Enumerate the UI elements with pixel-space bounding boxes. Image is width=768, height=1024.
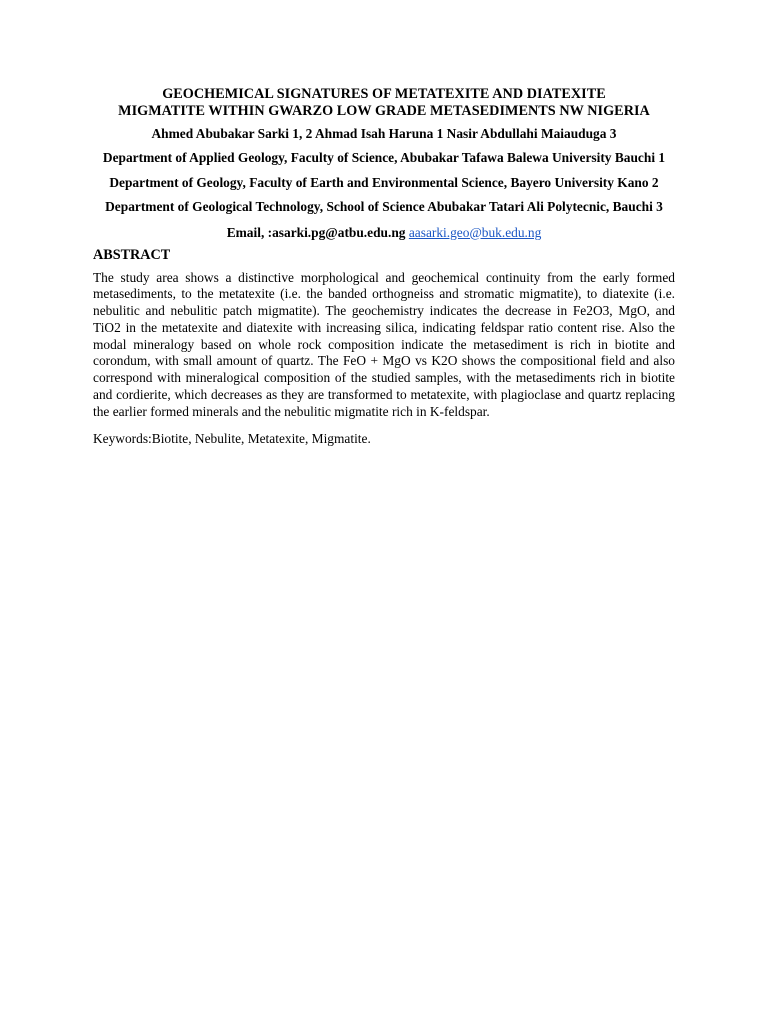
abstract-heading: ABSTRACT (93, 246, 171, 263)
email-label: Email, :asarki.pg@atbu.edu.ng (226, 224, 406, 240)
affiliation-1: Department of Applied Geology, Faculty of Science, Abubakar Tafawa Balewa University Bauchi 1 (102, 150, 666, 165)
email-link[interactable]: aasarki.geo@buk.edu.ng (408, 224, 542, 240)
keywords: Keywords:Biotite, Nebulite, Metatexite, Migmatite. (93, 430, 371, 446)
paper-title (93, 86, 675, 120)
affiliation-2: Department of Geology, Faculty of Earth and Environmental Science, Bayero University Kano 2 (109, 174, 659, 190)
author-list: Ahmed Abubakar Sarki 1, 2 Ahmad Isah Haruna 1 Nasir Abdullahi Maiauduga 3 (151, 126, 617, 141)
title-line-2: MIGMATITE WITHIN GWARZO LOW GRADE METASEDIMENTS NW NIGERIA (118, 103, 650, 119)
email-line (93, 224, 675, 241)
abstract-text: The study area shows a distinctive morphological and geochemical continuity from the early formed metasediments, to the metatexite (i.e. the banded orthogneiss and stromatic migmatite), to diatexite (i.e. nebulitic and nebulitic patch migmatite). The geochemistry indicates the decrease in Fe2O3, MgO, and TiO2 in the metatexite and diatexite with increasing silica, indicating feldspar ratio content rise. Also the modal mineralogy based on whole rock composition indicate the metasediment is rich in biotite and corondum, with small amount of quartz. The FeO + MgO vs K2O shows the compositional field and also correspond with mineralogical composition of the studied samples, with the metasediments rich in biotite and cordierite, which decreases as they are transformed to metatexite, with plagioclase and quartz replacing the earlier formed minerals and the nebulitic migmatite rich in K-feldspar. (93, 269, 675, 419)
affiliation-3: Department of Geological Technology, School of Science Abubakar Tatari Ali Polytecnic, Bauchi 3 (105, 199, 663, 214)
title-line-1: GEOCHEMICAL SIGNATURES OF METATEXITE AND DIATEXITE (162, 86, 606, 102)
paper-page (93, 86, 675, 447)
